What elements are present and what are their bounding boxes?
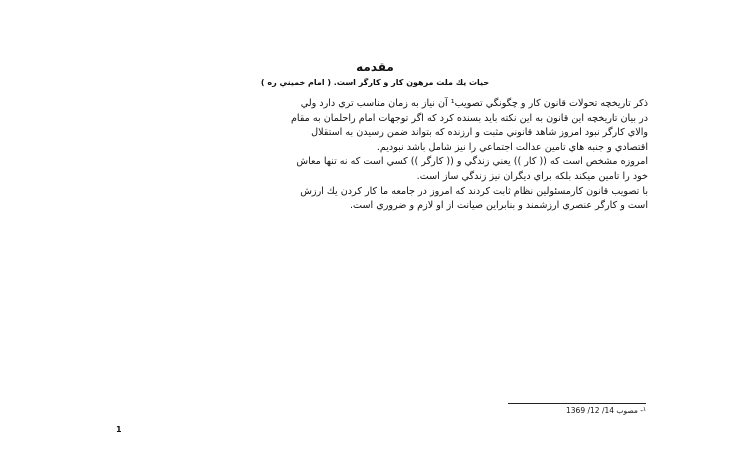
page-subtitle-quote: حيات يك ملت مرهون كار و كارگر است. ( امام خميني ره ) <box>260 78 490 87</box>
body-paragraph <box>148 97 648 214</box>
body-line: ذكر تاريخچه تحولات قانون كار و چگونگي تصويب¹ آن نياز به زمان مناسب تري دارد ولي <box>300 98 648 109</box>
footnote: ¹- مصوب 14/ 12/ 1369 <box>566 406 646 415</box>
page-number: 1 <box>116 425 122 434</box>
page-title: مقدمه <box>356 60 394 74</box>
body-line: اقتصادي و جنبه هاي تامين عدالت اجتماعي را نيز شامل باشد نبوديم. <box>376 141 648 153</box>
body-line: در بيان تاريخچه اين قانون به اين نكته بايد بسنده كرد كه اگر توجهات امام راحلمان به مقام <box>290 112 648 124</box>
body-line: است و كارگر عنصري ارزشمند و بنابراين صيانت از او لازم و ضروري است. <box>349 200 648 212</box>
body-line: با تصويب قانون كارمسئولين نظام ثابت كردند كه امروز در جامعه ما كار كردن يك ارزش <box>300 185 648 197</box>
body-line: امروزه مشخص است كه (( كار )) يعني زندگي و (( كارگر )) كسي است كه نه تنها معاش <box>296 156 648 168</box>
footnote-separator <box>508 403 646 404</box>
body-line: والاي كارگر نبود امروز شاهد قانوني مثبت و ارزنده كه بتواند ضمن رسيدن به استقلال <box>311 127 648 139</box>
body-line: خود را تامين ميكند بلكه براي ديگران نيز زندگي ساز است. <box>416 170 648 182</box>
